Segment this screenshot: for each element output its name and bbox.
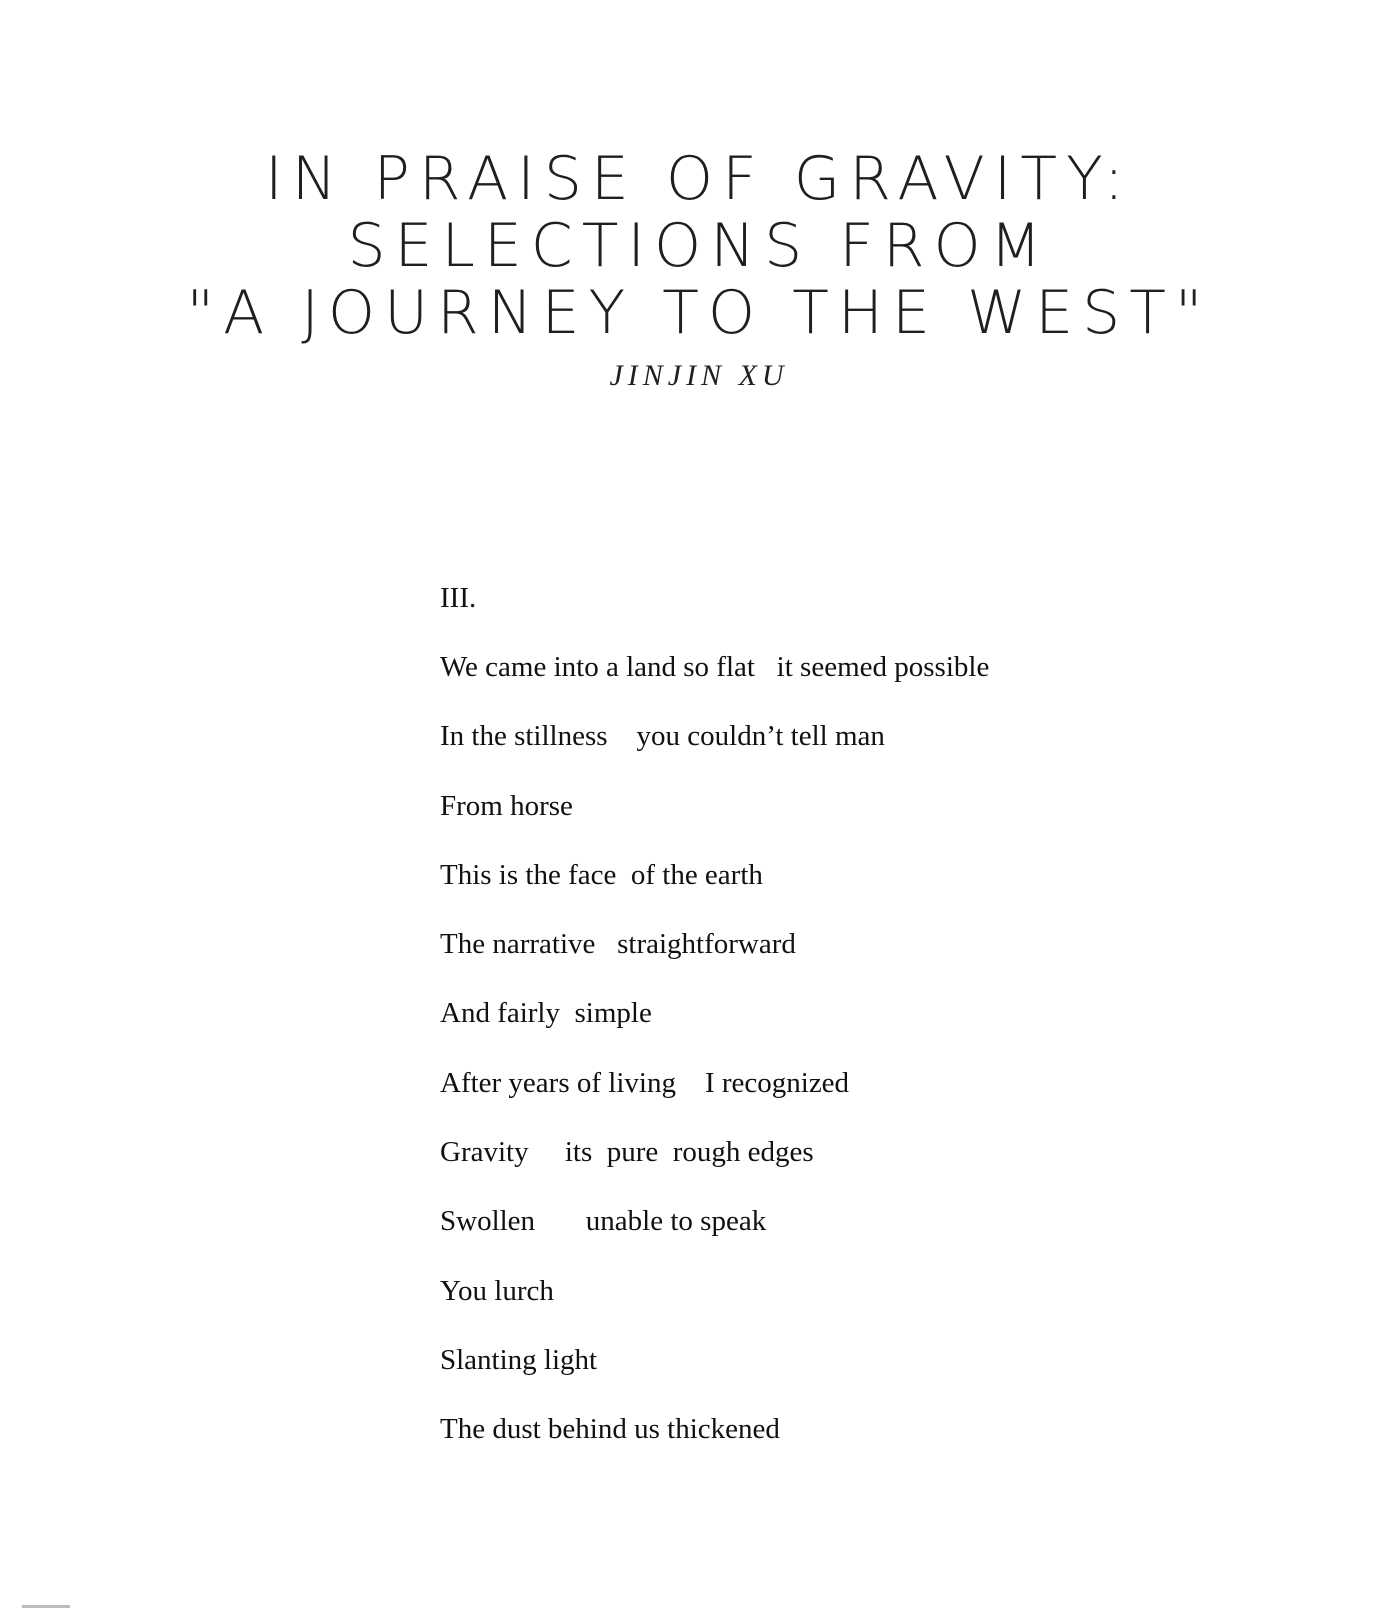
poem-line: From horse (440, 789, 573, 822)
title-line-2: SELECTIONS FROM (347, 211, 1051, 281)
poem-line: Swollen unable to speak (440, 1205, 767, 1238)
poem-line: The dust behind us thickened (440, 1413, 780, 1446)
author-name: JINJIN XU (609, 359, 789, 392)
title-line-3: "A JOURNEY TO THE WEST" (186, 278, 1212, 348)
poem-line: We came into a land so flat it seemed possible (440, 651, 990, 683)
poem-line: This is the face of the earth (440, 858, 763, 891)
poem-line: The narrative straightforward (440, 928, 796, 961)
poem-line: You lurch (440, 1274, 554, 1307)
poem-line: Slanting light (440, 1343, 598, 1376)
poem-body (440, 572, 1240, 1473)
poem-line: And fairly simple (440, 997, 652, 1030)
page-corner-rule (22, 1605, 70, 1608)
poem-line: In the stillness you couldn’t tell man (440, 720, 885, 753)
poem-line: Gravity its pure rough edges (440, 1136, 814, 1169)
section-number: III. (440, 582, 477, 614)
title-line-1: IN PRAISE OF GRAVITY: (265, 144, 1133, 214)
title-block (0, 146, 1398, 393)
poem-line: After years of living I recognized (440, 1066, 850, 1099)
